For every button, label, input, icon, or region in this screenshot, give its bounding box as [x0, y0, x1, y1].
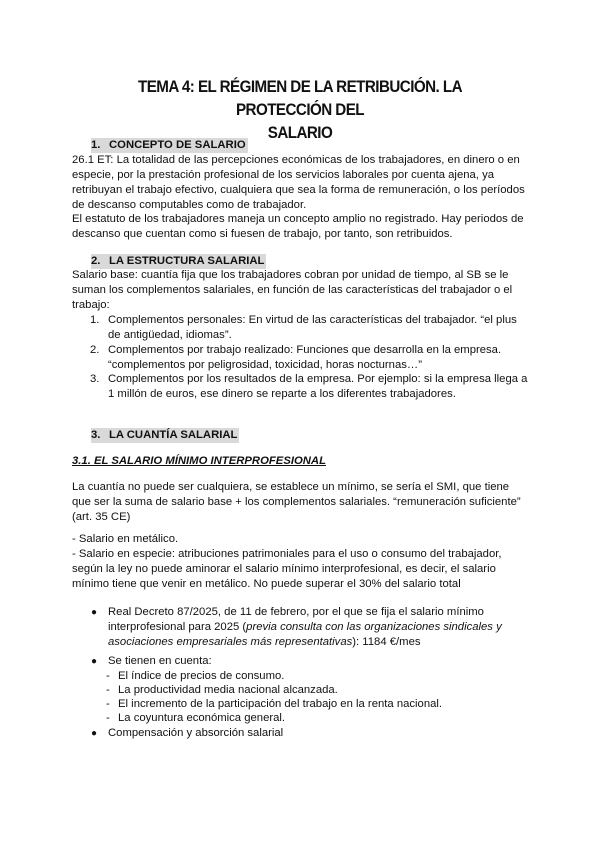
dash-marker: -: [106, 684, 110, 696]
dash-marker: -: [106, 670, 110, 682]
section-3-number: 3.: [91, 429, 101, 441]
document-title: [90, 76, 510, 145]
bullet-item-compensacion: [91, 726, 528, 741]
bullet-icon: ●: [91, 607, 98, 618]
list-item-number: 2.: [90, 344, 100, 356]
section-2-heading: [91, 254, 266, 269]
list-item-text: Complementos personales: En virtud de las características del trabajador. “el plus de antigüedad, idiomas”.: [108, 314, 517, 341]
section-1-heading: [91, 138, 248, 153]
sub-list-item: [108, 683, 528, 698]
bullet-text: Se tienen en cuenta:: [108, 655, 212, 667]
sub-list-text: La productividad media nacional alcanzada.: [118, 684, 338, 696]
section-2-intro: Salario base: cuantía fija que los trabajadores cobran por unidad de tiempo, al SB se le suman los complementos salariales, en función de las características del trabajador o el trabajo:: [72, 269, 513, 311]
dash-marker: -: [106, 698, 110, 710]
list-item: [90, 372, 528, 402]
bullet-item-se-tienen: [91, 654, 528, 669]
sub-list-text: El índice de precios de consumo.: [118, 670, 285, 682]
bullet-text: Real Decreto 87/2025, de 11 de febrero, por el que se fija el salario mínimo interprofesional para 2025 (: [108, 606, 484, 633]
section-2-title: LA ESTRUCTURA SALARIAL: [109, 255, 265, 267]
section-3-paragraph-1: La cuantía no puede ser cualquiera, se establece un mínimo, se sería el SMI, que tiene que ser la suma de salario base + los complementos salariales. “remuneración suficiente” (art. 35 CE): [72, 481, 521, 523]
section-3-dash-2: - Salario en especie: atribuciones patrimoniales para el uso o consumo del trabajador, según la ley no puede aminorar el salario mínimo interprofesional, es decir, el salario mínimo tiene que venir en metálico. No puede superar el 30% del salario total: [72, 548, 502, 590]
section-3-dash-1: - Salario en metálico.: [72, 533, 179, 545]
section-2-number: 2.: [91, 255, 101, 267]
subsection-3-1-heading: 3.1. EL SALARIO MÍNIMO INTERPROFESIONAL: [72, 455, 326, 467]
list-item-number: 1.: [90, 314, 100, 326]
dash-marker: -: [106, 712, 110, 724]
section-1-number: 1.: [91, 139, 101, 151]
list-item-number: 3.: [90, 373, 100, 385]
title-line-1: TEMA 4: EL RÉGIMEN DE LA RETRIBUCIÓN. LA PROTECCIÓN DEL: [138, 78, 462, 119]
bullet-icon: ●: [91, 656, 98, 667]
list-item: [90, 313, 528, 343]
section-3-heading: [91, 428, 239, 443]
sub-list-item: [108, 669, 528, 684]
bullet-item-real-decreto: [91, 605, 528, 650]
section-1-title: CONCEPTO DE SALARIO: [109, 139, 246, 151]
title-line-2: SALARIO: [267, 124, 333, 142]
sub-list-item: [108, 711, 528, 726]
list-item: [90, 343, 528, 373]
section-1-paragraph-1: 26.1 ET: La totalidad de las percepciones económicas de los trabajadores, en dinero o en especie, por la prestación profesional de los servicios laborales por cuenta ajena, ya retribuyan el trabajo efectivo, cualquiera que sea la forma de remuneración, o los períodos de descanso computables como de trabajador.: [72, 154, 525, 211]
section-1-paragraph-2: El estatuto de los trabajadores maneja un concepto amplio no registrado. Hay periodos de descanso que cuentan como si fuesen de trabajo, por tanto, son retribuidos.: [72, 213, 524, 240]
section-3-title: LA CUANTÍA SALARIAL: [109, 429, 238, 441]
sub-list-text: La coyuntura económica general.: [118, 712, 286, 724]
bullet-text: Compensación y absorción salarial: [108, 727, 284, 739]
sub-list-text: El incremento de la participación del trabajo en la renta nacional.: [118, 698, 443, 710]
list-item-text: Complementos por trabajo realizado: Funciones que desarrolla en la empresa. “complementos por peligrosidad, toxicidad, horas nocturnas…”: [108, 344, 502, 371]
bullet-icon: ●: [91, 728, 98, 739]
list-item-text: Complementos por los resultados de la empresa. Por ejemplo: si la empresa llega a 1 millón de euros, ese dinero se reparte a los diferentes trabajadores.: [108, 373, 528, 400]
bullet-italic-text: previa consulta con las organizaciones sindicales y asociaciones empresariales más representativas: [108, 621, 502, 648]
sub-list-item: [108, 697, 528, 712]
bullet-tail-text: ): 1184 €/mes: [352, 636, 421, 648]
